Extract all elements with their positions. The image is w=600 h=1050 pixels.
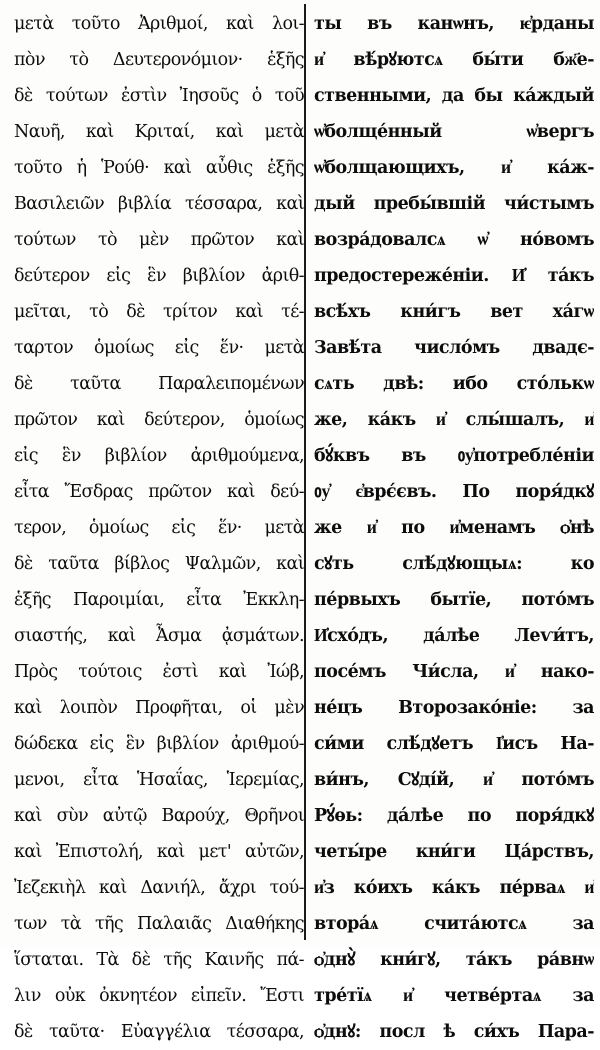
text-line: των τὰ τῆς Παλαιᾶς Διαθήκης [14,914,304,934]
text-line: Завѣ́та число́мъ двадє- [314,338,594,358]
text-line: ѡ҆болщающихъ, и҆ ка́ж- [314,158,594,178]
text-line: ᲂу҆ є҆врє́євъ. По поря́дкꙋ [314,482,594,502]
text-line: втора́ѧ счита́ютсѧ за [314,914,594,934]
text-line: Рꙋ́ѳь: да́лѣе по поря́дкꙋ [314,806,594,826]
text-line: посе́мъ Чи́сла, и҆ нако- [314,662,594,682]
text-line: λιν οὐκ ὀκνητέον εἰπεῖν. Ἔστι [14,986,304,1006]
text-line: Βασιλειῶν βιβλία τέσσαρα, καὶ [14,194,304,214]
text-line: δώδεκα εἰς ἓν βιβλίον ἀριθμού- [14,734,304,754]
text-line: и҆з ко́ихъ ка́къ пе́рваѧ и҆ [314,878,594,898]
text-line: Ἰεζεκιὴλ καὶ Δανιήλ, ἄχρι τού- [14,878,304,898]
text-line: μεῖται, τὸ δὲ τρίτον καὶ τέ- [14,302,304,322]
slavonic-text-column [314,6,594,1050]
text-line: ἵσταται. Τὰ δὲ τῆς Καινῆς πά- [14,950,304,970]
text-line: возра́довалсѧ ѡ҆ но́вомъ [314,230,594,250]
text-line: καὶ σὺν αὐτῷ Βαρούχ, Θρῆνοι [14,806,304,826]
text-line: τοῦτο ἡ Ῥούθ· καὶ αὖθις ἑξῆς [14,158,304,178]
text-line: καὶ Ἐπιστολή, καὶ μετ' αὐτῶν, [14,842,304,862]
text-line: δὲ ταῦτα βίβλος Ψαλμῶν, καὶ [14,554,304,574]
text-line: и҆ вѣ́рꙋютсѧ бы́ти бж҃е- [314,50,594,70]
text-line: δὲ τούτων ἐστὶν Ἰησοῦς ὁ τοῦ [14,86,304,106]
text-line: τερον, ὁμοίως εἰς ἕν· μετὰ [14,518,304,538]
text-line: καὶ λοιπὸν Προφῆται, οἱ μὲν [14,698,304,718]
text-line: ѻ҆днꙋ: посл ѣ си́хъ Пара- [314,1022,594,1042]
greek-text-column [14,6,304,1050]
text-line: δεύτερον εἰς ἓν βιβλίον ἀριθ- [14,266,304,286]
text-line: четы́ре кни́ги Ца́рствъ, [314,842,594,862]
text-line: ταρτον ὁμοίως εἰς ἕν· μετὰ [14,338,304,358]
text-line: бꙋ́квъ въ ᲂу҆потребле́ніи [314,446,594,466]
text-line: сꙋть слѣ́дꙋющыѧ: ко [314,554,594,574]
text-line: δὲ ταῦτα Παραλειπομένων [14,374,304,394]
text-line: не́цъ Второзако́ніе: за [314,698,594,718]
text-line: тре́тїѧ и҆ четве́ртаѧ за [314,986,594,1006]
text-line: си́ми слѣ́дꙋетъ І҆исъ На- [314,734,594,754]
text-line: И҆схо́дъ, да́лѣе Леѵи́тъ, [314,626,594,646]
column-divider [304,4,306,940]
text-line: всѣ́хъ кни́гъ вет ха́гѡ [314,302,594,322]
text-line: ἑξῆς Παροιμίαι, εἶτα Ἐκκλη- [14,590,304,610]
text-line: Πρὸς τούτοις ἐστὶ καὶ Ἰώβ, [14,662,304,682]
text-line: εἰς ἓν βιβλίον ἀριθμούμενα, [14,446,304,466]
text-line: ѡ҆болще́нный ѡ҆вергъ [314,122,594,142]
text-line: σιαστής, καὶ Ἆσμα ᾀσμάτων. [14,626,304,646]
text-line: πὸν τὸ Δευτερονόμιον· ἑξῆς [14,50,304,70]
text-line: Ναυῆ, καὶ Κριταί, καὶ μετὰ [14,122,304,142]
text-line: τούτων τὸ μὲν πρῶτον καὶ [14,230,304,250]
text-line: же, ка́къ и҆ слы́шалъ, и҆ [314,410,594,430]
text-line: дый пребы́вшій чи́стымъ [314,194,594,214]
text-line: же и҆ по и҆менамъ ѻ҆нѣ [314,518,594,538]
text-line: μετὰ τοῦτο Ἀριθμοί, καὶ λοι- [14,14,304,34]
text-line: ты въ канѡнъ, ѥ҆рданы [314,14,594,34]
text-line: предостереже́ніи. И҆ та́къ [314,266,594,286]
text-line: ѻ҆днꙋ̀ кни́гꙋ, та́къ ра́внѡ [314,950,594,970]
text-line: εἶτα Ἔσδρας πρῶτον καὶ δεύ- [14,482,304,502]
text-line: πρῶτον καὶ δεύτερον, ὁμοίως [14,410,304,430]
text-line: сѧть двѣ: ибо сто́лькѡ [314,374,594,394]
text-line: δὲ ταῦτα· Εὐαγγέλια τέσσαρα, [14,1022,304,1042]
text-line: пе́рвыхъ бытїе, пото́мъ [314,590,594,610]
text-line: ви́нъ, Сꙋді́й, и҆ пото́мъ [314,770,594,790]
text-line: μενοι, εἶτα Ἡσαΐας, Ἱερεμίας, [14,770,304,790]
text-line: ственными, да бы ка́ждый [314,86,594,106]
